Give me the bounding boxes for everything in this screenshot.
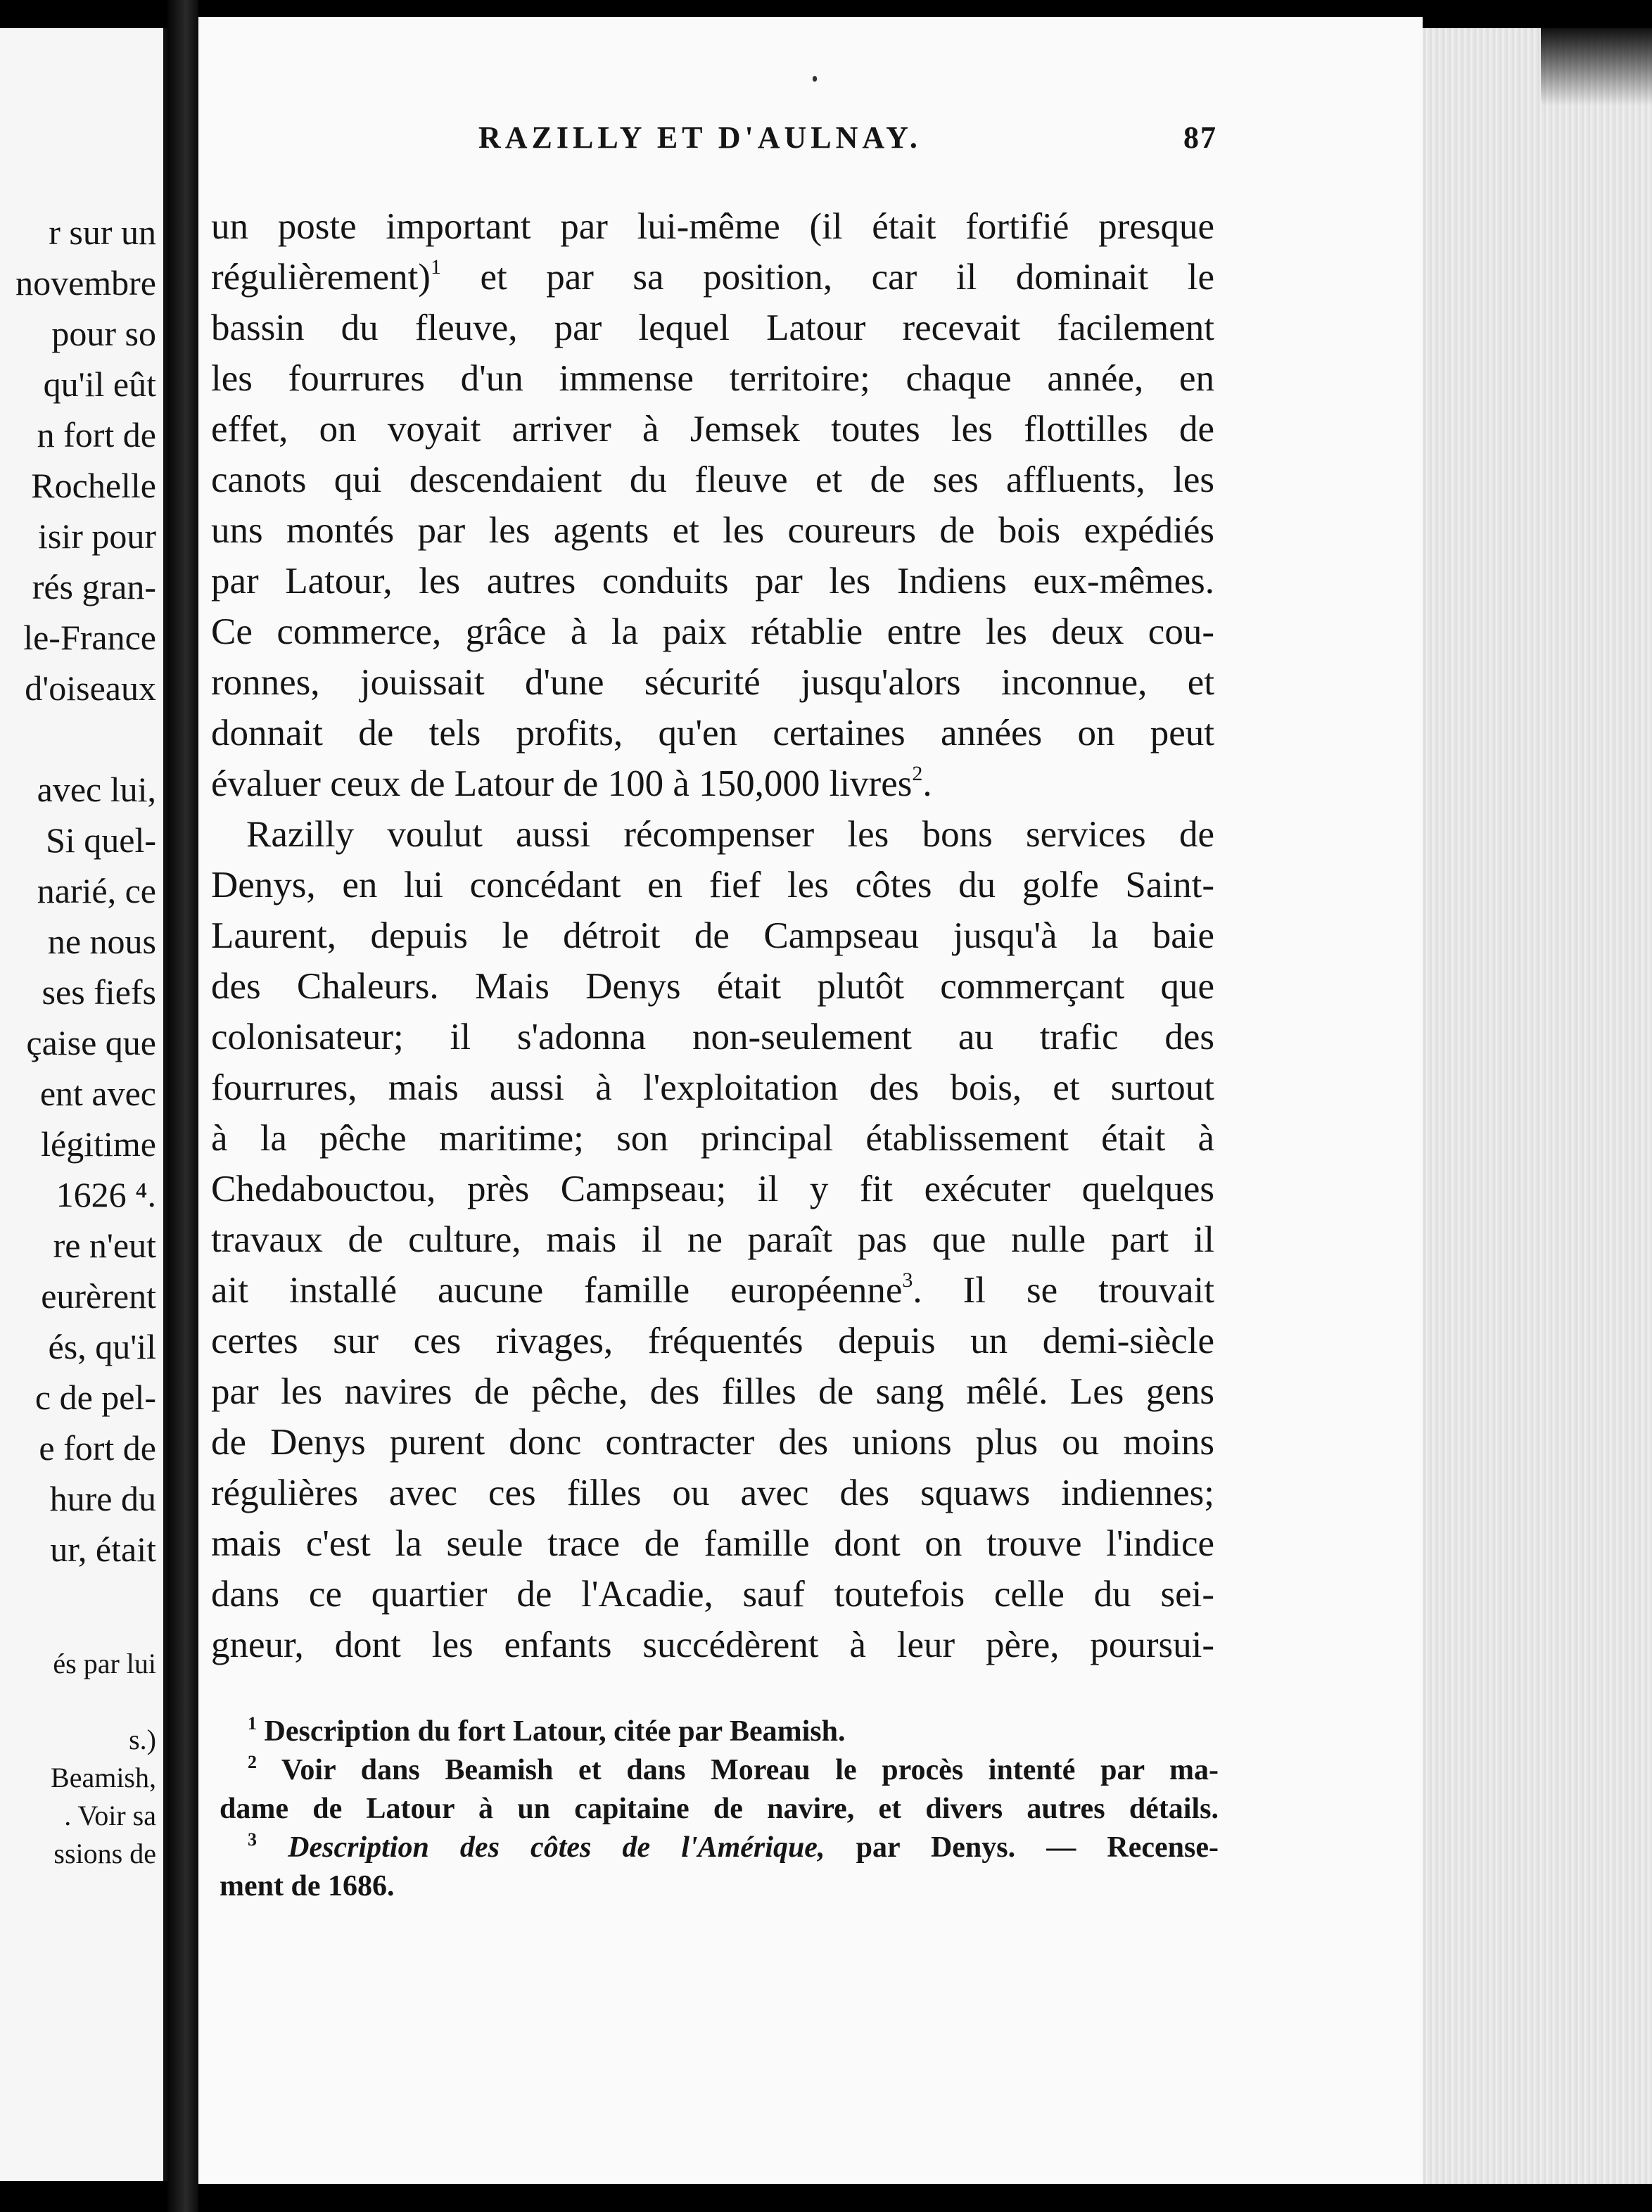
left-page-line: qu'il eût	[43, 364, 156, 404]
left-page-line: d'oiseaux	[25, 668, 156, 708]
footnote-line: $^3$ Description des côtes de l'Amérique, par Denys. — Recense-	[248, 1829, 1219, 1864]
body-line: par les navires de pêche, des filles de sang mêlé. Les gens	[211, 1371, 1214, 1412]
left-page-line: n fort de	[37, 415, 156, 455]
footnote-line: $^1$ Description du fort Latour, citée par Beamish.	[248, 1713, 846, 1748]
footnote-reference: 3	[902, 1269, 913, 1292]
ink-speck	[813, 76, 817, 82]
left-page-line: ent avec	[39, 1074, 156, 1113]
left-page-line: re n'eut	[53, 1226, 156, 1265]
body-line: travaux de culture, mais il ne paraît pas que nulle part il	[211, 1219, 1214, 1260]
footnotes	[220, 1712, 1219, 1906]
body-line: par Latour, les autres conduits par les Indiens eux-mêmes.	[211, 561, 1214, 602]
body-line: Denys, en lui concédant en fief les côtes du golfe Saint-	[211, 865, 1214, 905]
body-line: uns montés par les agents et les coureurs de bois expédiés	[211, 510, 1214, 551]
left-page-line: rés gran-	[32, 567, 156, 606]
left-page-note: . Voir sa	[64, 1800, 156, 1831]
footnote-line: dame de Latour à un capitaine de navire, et divers autres détails.	[220, 1793, 1219, 1825]
page-edges-shadow	[1541, 28, 1652, 106]
left-page-line: ur, était	[50, 1530, 156, 1569]
body-line: fourrures, mais aussi à l'exploitation des bois, et surtout	[211, 1067, 1214, 1108]
body-line: Laurent, depuis le détroit de Campseau jusqu'à la baie	[211, 915, 1214, 956]
body-line: bassin du fleuve, par lequel Latour recevait facilement	[211, 307, 1214, 348]
body-line: Ce commerce, grâce à la paix rétablie entre les deux cou-	[211, 611, 1214, 652]
body-line: mais c'est la seule trace de famille dont on trouve l'indice	[211, 1523, 1214, 1564]
body-line: régulièrement)$^1$ et par sa position, car il dominait le	[211, 255, 1214, 298]
body-line: évaluer ceux de Latour de 100 à 150,000 livres$^2$.	[211, 762, 932, 804]
left-page-line: r sur un	[49, 212, 156, 252]
left-page-line: novembre	[15, 263, 156, 303]
body-line: un poste important par lui-même (il était fortifié presque	[211, 206, 1214, 247]
left-page-line: és, qu'il	[48, 1327, 156, 1366]
book-gutter	[167, 0, 198, 2212]
body-line: gneur, dont les enfants succédèrent à leur père, poursui-	[211, 1625, 1214, 1665]
left-page-line: avec lui,	[37, 770, 156, 809]
left-page-line: légitime	[41, 1124, 156, 1164]
footnote-mark: 1	[248, 1713, 257, 1734]
footnote-line: $^2$ Voir dans Beamish et dans Moreau le procès intenté par ma-	[248, 1752, 1219, 1786]
left-page-line: c de pel-	[34, 1378, 156, 1417]
left-page-fragment	[0, 28, 167, 2181]
left-page-line: Rochelle	[31, 466, 156, 505]
footnote-line: ment de 1686.	[220, 1870, 395, 1902]
left-page-note: ssions de	[53, 1838, 156, 1869]
left-page-line: isir pour	[37, 516, 156, 556]
body-text	[211, 201, 1214, 1670]
footnote-reference: 2	[912, 762, 923, 785]
body-line: Razilly voulut aussi récompenser les bons services de	[246, 814, 1214, 855]
body-line: régulières avec ces filles ou avec des squaws indiennes;	[211, 1473, 1214, 1513]
body-line: des Chaleurs. Mais Denys était plutôt commerçant que	[211, 966, 1214, 1007]
left-page-note: és par lui	[53, 1648, 156, 1679]
left-page-line: 1626 ⁴.	[56, 1175, 156, 1214]
left-page-line: çaise que	[26, 1023, 156, 1062]
left-page-line: ne nous	[47, 922, 156, 961]
left-page-note: s.)	[129, 1724, 156, 1755]
left-page-line: le-France	[23, 618, 156, 657]
body-line: à la pêche maritime; son principal établissement était à	[211, 1118, 1214, 1159]
body-line: certes sur ces rivages, fréquentés depuis un demi-siècle	[211, 1321, 1214, 1361]
left-page-line: ses fiefs	[42, 972, 156, 1012]
page-number: 87	[1183, 120, 1217, 155]
left-page-line: pour so	[51, 314, 156, 353]
body-line: ronnes, jouissait d'une sécurité jusqu'alors inconnue, et	[211, 662, 1214, 703]
left-page-note: Beamish,	[51, 1762, 156, 1793]
footnote-mark: 2	[248, 1752, 257, 1772]
body-line: colonisateur; il s'adonna non-seulement au trafic des	[211, 1017, 1214, 1057]
left-page-line: e fort de	[39, 1428, 156, 1468]
footnote-mark: 3	[248, 1829, 257, 1850]
body-line: dans ce quartier de l'Acadie, sauf toutefois celle du sei-	[211, 1574, 1214, 1615]
page-edges	[1423, 28, 1652, 2184]
left-page-line: eurèrent	[41, 1276, 156, 1316]
body-line: canots qui descendaient du fleuve et de ses affluents, les	[211, 459, 1214, 500]
footnote-reference: 1	[430, 255, 441, 279]
left-page-line: hure du	[49, 1479, 156, 1518]
body-line: les fourrures d'un immense territoire; chaque année, en	[211, 358, 1214, 399]
body-line: Chedabouctou, près Campseau; il y fit exécuter quelques	[211, 1169, 1214, 1209]
left-page-line: Si quel-	[46, 820, 156, 860]
body-line: effet, on voyait arriver à Jemsek toutes les flottilles de	[211, 409, 1214, 450]
body-line: de Denys purent donc contracter des unions plus ou moins	[211, 1422, 1214, 1463]
body-line: ait installé aucune famille européenne$^3$. Il se trouvait	[211, 1269, 1215, 1311]
body-line: donnait de tels profits, qu'en certaines années on peut	[211, 713, 1214, 754]
running-head-title: RAZILLY ET D'AULNAY.	[478, 120, 922, 155]
left-page-line: narié, ce	[37, 871, 156, 910]
